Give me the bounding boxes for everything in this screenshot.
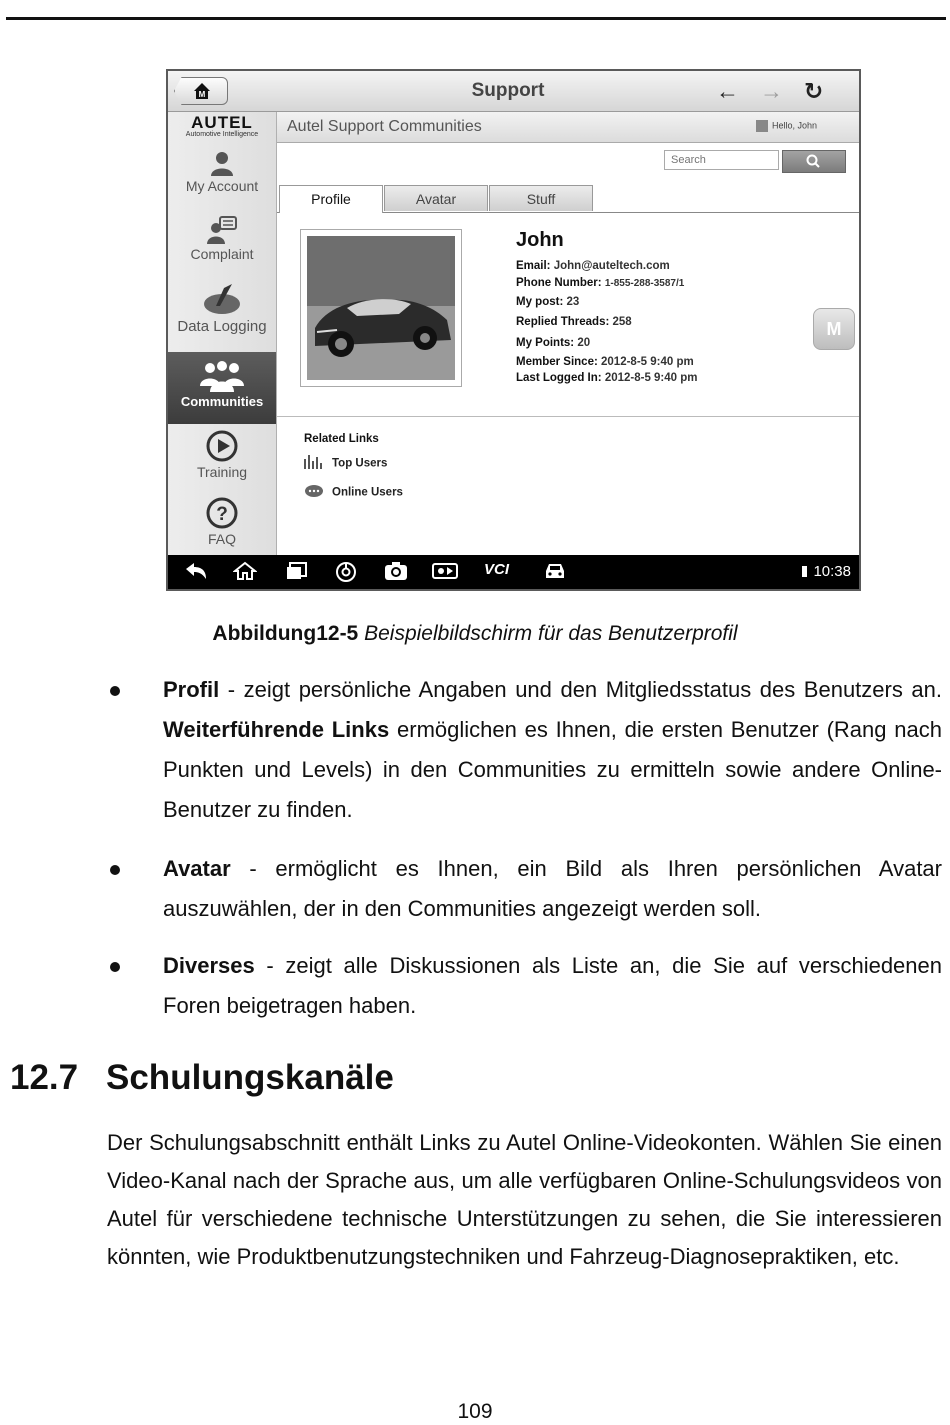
profile-last-logged: Last Logged In: 2012-8-5 9:40 pm: [516, 372, 698, 384]
bullet-marker: [110, 962, 120, 972]
profile-email: Email: John@auteltech.com: [516, 260, 670, 272]
sidebar-item-label: My Account: [185, 178, 259, 194]
sidebar-item-faq[interactable]: [168, 497, 276, 555]
tab-profile[interactable]: Profile: [279, 185, 383, 213]
profile-points: My Points: 20: [516, 337, 591, 349]
profile-phone: Phone Number: 1-855-288-3587/1: [516, 277, 685, 289]
battery-icon: [802, 566, 807, 577]
content-header: [277, 112, 859, 143]
profile-threads: Replied Threads: 258: [516, 316, 632, 328]
link-online-users[interactable]: Online Users: [304, 484, 403, 501]
user-icon: [209, 150, 235, 176]
profile-name: John: [516, 229, 564, 251]
content-divider: [277, 416, 859, 417]
autel-logo: AUTEL Automotive Intelligence: [185, 113, 259, 138]
display-settings-icon[interactable]: [432, 561, 458, 581]
figure-caption: Abbildung12-5 Beispielbildschirm für das Benutzerprofil: [212, 622, 738, 645]
bullet-diverses: Diverses - zeigt alle Diskussionen als Liste an, die Sie auf verschiedenen Foren beigetragen haben.: [163, 953, 942, 1018]
sidebar-item-label: FAQ: [207, 531, 236, 547]
question-icon: [206, 497, 238, 529]
data-logging-icon: [202, 284, 242, 316]
forward-arrow-icon[interactable]: →: [760, 78, 783, 104]
sidebar-item-complaint[interactable]: [168, 216, 276, 268]
complaint-icon: [207, 216, 237, 244]
chat-bubble-icon: [304, 484, 324, 498]
camera-icon[interactable]: [384, 561, 408, 581]
sidebar-item-data-logging[interactable]: [168, 284, 276, 340]
vci-icon[interactable]: VCI: [484, 561, 510, 578]
section-heading: 12.7 Schulungskanäle: [10, 1058, 394, 1097]
car-icon[interactable]: [543, 561, 567, 581]
back-icon[interactable]: [184, 561, 208, 581]
status-clock: 10:38: [802, 563, 851, 580]
profile-member-since: Member Since: 2012-8-5 9:40 pm: [516, 356, 694, 368]
chrome-icon[interactable]: [335, 561, 357, 583]
search-button[interactable]: [782, 150, 846, 173]
play-icon: [206, 430, 238, 462]
recent-apps-icon[interactable]: [285, 561, 309, 581]
sidebar-item-label: Training: [196, 464, 248, 480]
bullet-profil: Profil - zeigt persönliche Angaben und den Mitgliedsstatus des Benutzers an. Weiterführende Links ermöglichen es Ihnen, die ersten Benutzer (Rang nach Punkten und Levels) in den Communities zu ermitteln sowie andere Online-Benutzer zu finden.: [163, 677, 942, 822]
profile-photo: [300, 229, 462, 387]
android-status-bar: [168, 555, 859, 589]
user-greeting[interactable]: Hello, John: [756, 120, 817, 132]
bar-chart-icon: [304, 455, 324, 469]
search-input[interactable]: [664, 150, 779, 170]
svg-text:M: M: [198, 90, 206, 99]
floating-m-icon[interactable]: M: [813, 308, 855, 350]
bullet-marker: [110, 686, 120, 696]
sidebar-item-label: Data Logging: [177, 318, 267, 335]
tab-avatar[interactable]: Avatar: [384, 185, 488, 211]
sidebar-item-training[interactable]: [168, 430, 276, 488]
section-body: Der Schulungsabschnitt enthält Links zu Autel Online-Videokonten. Wählen Sie einen Video-Kanal nach der Sprache aus, um alle verfügbaren Online-Schulungsvideos von Autel für verschiedene technische Unterstützungen zu sehen, die Sie interessieren könnten, wie Produktbenutzungstechniken und Fahrzeug-Diagnosepraktiken, etc.: [107, 1130, 942, 1269]
home-nav-icon[interactable]: [233, 561, 257, 581]
sidebar-item-communities[interactable]: [168, 352, 276, 424]
sidebar-item-label: Complaint: [190, 246, 254, 262]
tab-stuff[interactable]: Stuff: [489, 185, 593, 211]
title-bar: [168, 71, 859, 112]
screen-title: Support: [471, 80, 545, 101]
bullet-marker: [110, 865, 120, 875]
page-number: 109: [457, 1400, 493, 1423]
svg-text:?: ?: [216, 504, 228, 525]
sidebar: [168, 112, 277, 555]
avatar-icon: [756, 120, 768, 132]
search-icon: [806, 154, 820, 168]
sidebar-item-my-account[interactable]: [168, 150, 276, 202]
sidebar-item-label: Communities: [180, 394, 264, 409]
car-photo: [307, 236, 455, 380]
content-title: Autel Support Communities: [287, 118, 482, 135]
support-screenshot: [166, 69, 861, 591]
profile-post: My post: 23: [516, 296, 580, 308]
communities-icon: [200, 360, 244, 392]
profile-tabs: [277, 185, 859, 213]
header-rule: [6, 17, 946, 20]
related-links-title: Related Links: [304, 433, 379, 445]
reload-icon[interactable]: ↻: [804, 78, 824, 104]
back-arrow-icon[interactable]: ←: [716, 78, 739, 104]
link-top-users[interactable]: Top Users: [304, 455, 387, 472]
bullet-avatar: Avatar - ermöglicht es Ihnen, ein Bild als Ihren persönlichen Avatar auszuwählen, der in den Communities angezeigt werden soll.: [163, 856, 942, 921]
